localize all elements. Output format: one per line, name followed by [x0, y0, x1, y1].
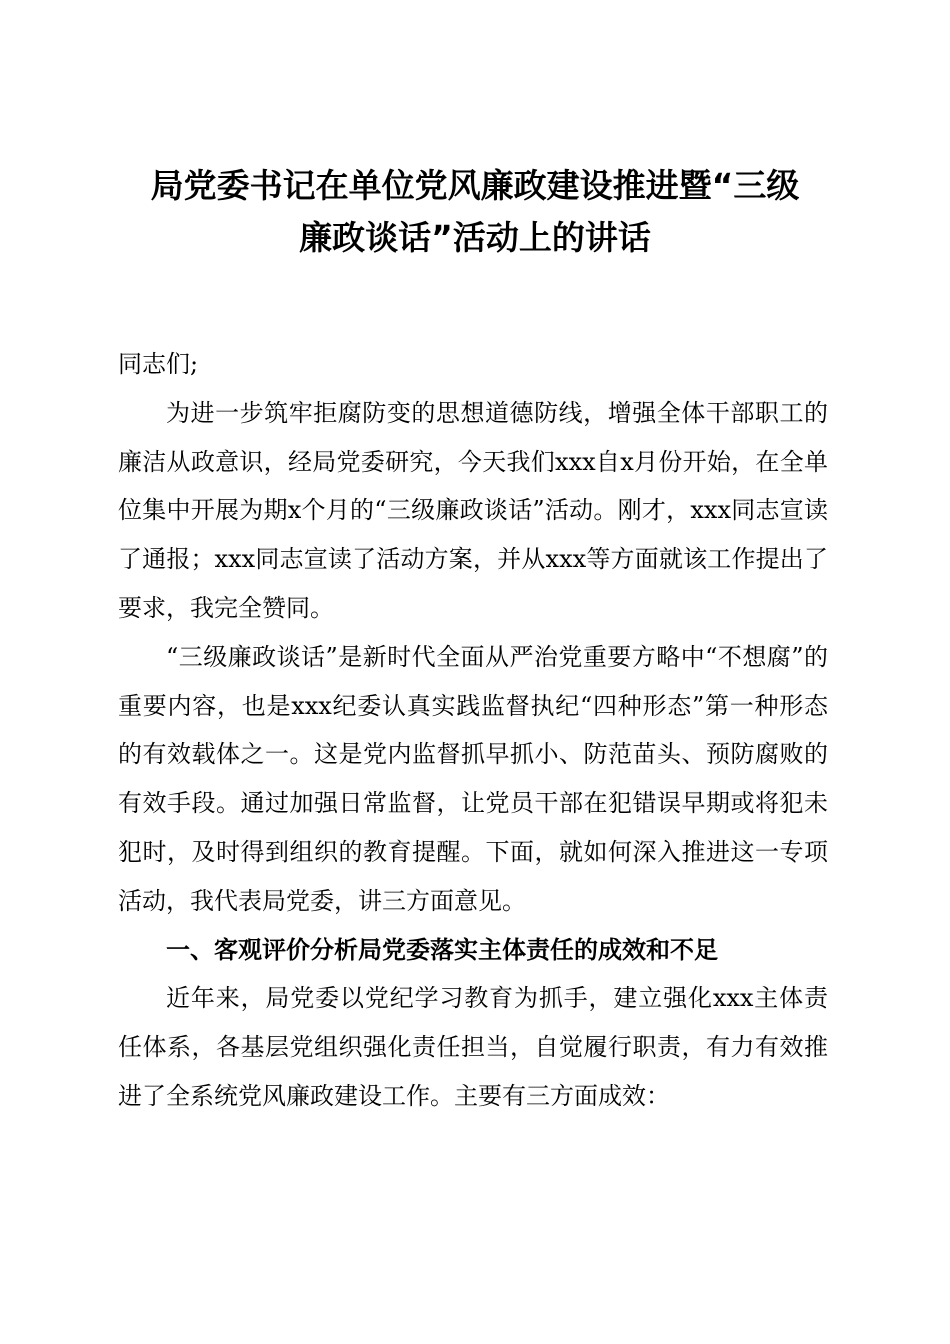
- section-paragraph: 近年来，局党委以党纪学习教育为抓手，建立强化xxx主体责任体系，各基层党组织强化责任担当，自觉履行职责，有力有效推进了全系统党风廉政建设工作。主要有三方面成效：: [118, 984, 828, 1110]
- title-line-2: 廉政谈话”活动上的讲话: [299, 218, 651, 257]
- salutation: 同志们;: [118, 350, 199, 378]
- paragraph-significance: “三级廉政谈话”是新时代全面从严治党重要方略中“不想腐”的重要内容，也是xxx纪委认真实践监督执纪“四种形态”第一种形态的有效载体之一。这是党内监督抓早抓小、防范苗头、预防腐败的有效手段。通过加强日常监督，让党员干部在犯错误早期或将犯未犯时，及时得到组织的教育提醒。下面，就如何深入推进这一专项活动，我代表局党委，讲三方面意见。: [118, 642, 828, 915]
- document-title: [100, 160, 850, 264]
- document-body: [118, 340, 828, 1121]
- title-line-1: 局党委书记在单位党风廉政建设推进暨“三级: [150, 166, 800, 205]
- section-heading: 一、客观评价分析局党委落实主体责任的成效和不足: [166, 935, 718, 964]
- paragraph-intro: 为进一步筑牢拒腐防变的思想道德防线，增强全体干部职工的廉洁从政意识，经局党委研究，今天我们xxx自x月份开始，在全单位集中开展为期x个月的“三级廉政谈话”活动。刚才，xxx同志宣读了通报；xxx同志宣读了活动方案，并从xxx等方面就该工作提出了要求，我完全赞同。: [118, 398, 828, 622]
